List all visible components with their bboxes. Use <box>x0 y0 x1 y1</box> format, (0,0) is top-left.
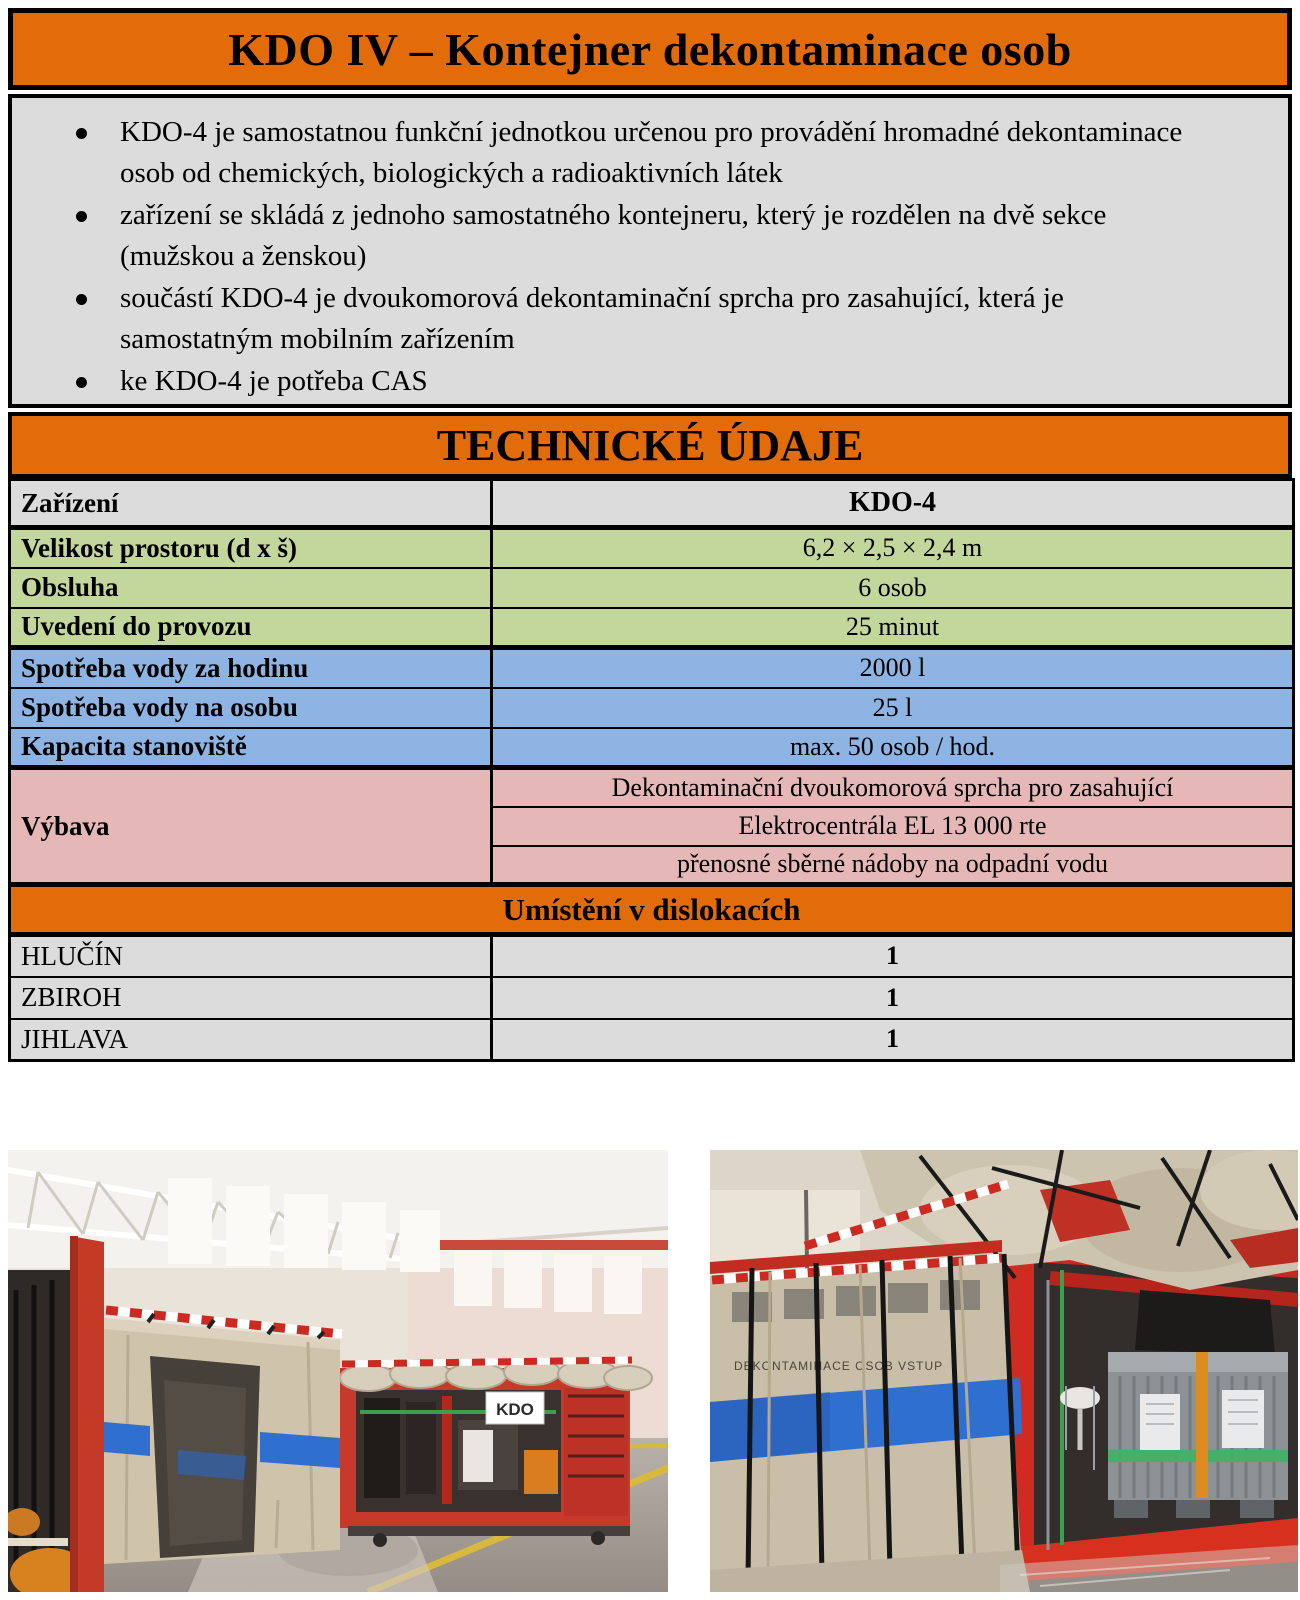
table-row-location <box>10 1019 1294 1061</box>
table-row-vybava <box>10 768 1294 807</box>
row-label: Uvedení do provozu <box>10 608 492 648</box>
location-count: 1 <box>492 977 1294 1019</box>
table-row-locations-header <box>10 885 1294 935</box>
bullet-dot-icon <box>76 128 87 139</box>
table-row <box>10 688 1294 728</box>
table-row-device <box>10 480 1294 528</box>
bullet-dot-icon <box>76 211 87 222</box>
locations-header: Umístění v dislokacích <box>10 885 1294 935</box>
photo-left-hall-container <box>8 1150 668 1592</box>
location-count: 1 <box>492 935 1294 977</box>
location-name: JIHLAVA <box>10 1019 492 1061</box>
row-label: Výbava <box>10 768 492 885</box>
row-label: Spotřeba vody na osobu <box>10 688 492 728</box>
bullet-text: ke KDO-4 je potřeba CAS <box>120 365 428 397</box>
open-container-door <box>8 1236 104 1592</box>
page-title-bar <box>8 8 1292 90</box>
row-label: Kapacita stanoviště <box>10 728 492 768</box>
technical-data-table <box>8 478 1295 1062</box>
location-name: HLUČÍN <box>10 935 492 977</box>
table-row <box>10 568 1294 608</box>
tent-label-text: DEKONTAMINACE OSOB VSTUP <box>734 1359 944 1373</box>
bullet-dot-icon <box>76 294 87 305</box>
row-label: Zařízení <box>10 480 492 528</box>
kdo-sign-text: KDO <box>496 1400 534 1419</box>
bullet-text: zařízení se skládá z jednoho samostatného kontejneru, který je rozdělen na dvě sekce (mužskou a ženskou) <box>120 199 1107 272</box>
technical-data-header: TECHNICKÉ ÚDAJE <box>436 420 864 470</box>
row-value: max. 50 osob / hod. <box>492 728 1294 768</box>
decon-tent <box>710 1240 1030 1592</box>
table-row-location <box>10 977 1294 1019</box>
kdo-container <box>340 1359 652 1547</box>
row-value: 6 osob <box>492 568 1294 608</box>
row-value: přenosné sběrné nádoby na odpadní vodu <box>492 846 1294 885</box>
table-row <box>10 608 1294 648</box>
bullet-text: součástí KDO-4 je dvoukomorová dekontaminační sprcha pro zasahující, která je samostatným mobilním zařízením <box>120 282 1064 355</box>
tent-blue-stripe <box>104 1422 150 1456</box>
intro-bullets-box <box>8 94 1292 408</box>
bullet-item <box>74 195 1220 277</box>
row-value: 6,2 × 2,5 × 2,4 m <box>492 528 1294 568</box>
row-label: Obsluha <box>10 568 492 608</box>
decon-tent <box>104 1310 342 1564</box>
page-title: KDO IV – Kontejner dekontaminace osob <box>228 23 1072 75</box>
row-value: 25 l <box>492 688 1294 728</box>
row-value: 25 minut <box>492 608 1294 648</box>
row-value: Elektrocentrála EL 13 000 rte <box>492 807 1294 846</box>
kdo-sign <box>486 1392 544 1424</box>
photo-right-tent-closeup <box>710 1150 1298 1592</box>
table-row <box>10 648 1294 688</box>
table-row-location <box>10 935 1294 977</box>
bullet-item <box>74 361 1220 402</box>
row-label: Velikost prostoru (d x š) <box>10 528 492 568</box>
bullet-text: KDO-4 je samostatnou funkční jednotkou určenou pro provádění hromadné dekontaminace osob od chemických, biologických a radioaktivních látek <box>120 116 1183 189</box>
bullet-item <box>74 278 1220 360</box>
technical-data-header-bar <box>8 412 1292 478</box>
table-row <box>10 528 1294 568</box>
table-row <box>10 728 1294 768</box>
row-value: 2000 l <box>492 648 1294 688</box>
bullet-item <box>74 112 1220 194</box>
hall-roof-trusses <box>8 1150 668 1268</box>
row-value: KDO-4 <box>492 480 1294 528</box>
bullet-dot-icon <box>76 377 87 388</box>
location-name: ZBIROH <box>10 977 492 1019</box>
location-count: 1 <box>492 1019 1294 1061</box>
intro-bullet-list <box>12 112 1288 402</box>
row-label: Spotřeba vody za hodinu <box>10 648 492 688</box>
black-liner <box>1135 1290 1275 1355</box>
gray-pallet-box <box>1108 1352 1288 1518</box>
row-value: Dekontaminační dvoukomorová sprcha pro zasahující <box>492 768 1294 807</box>
tent-blue-stripe <box>260 1432 340 1468</box>
